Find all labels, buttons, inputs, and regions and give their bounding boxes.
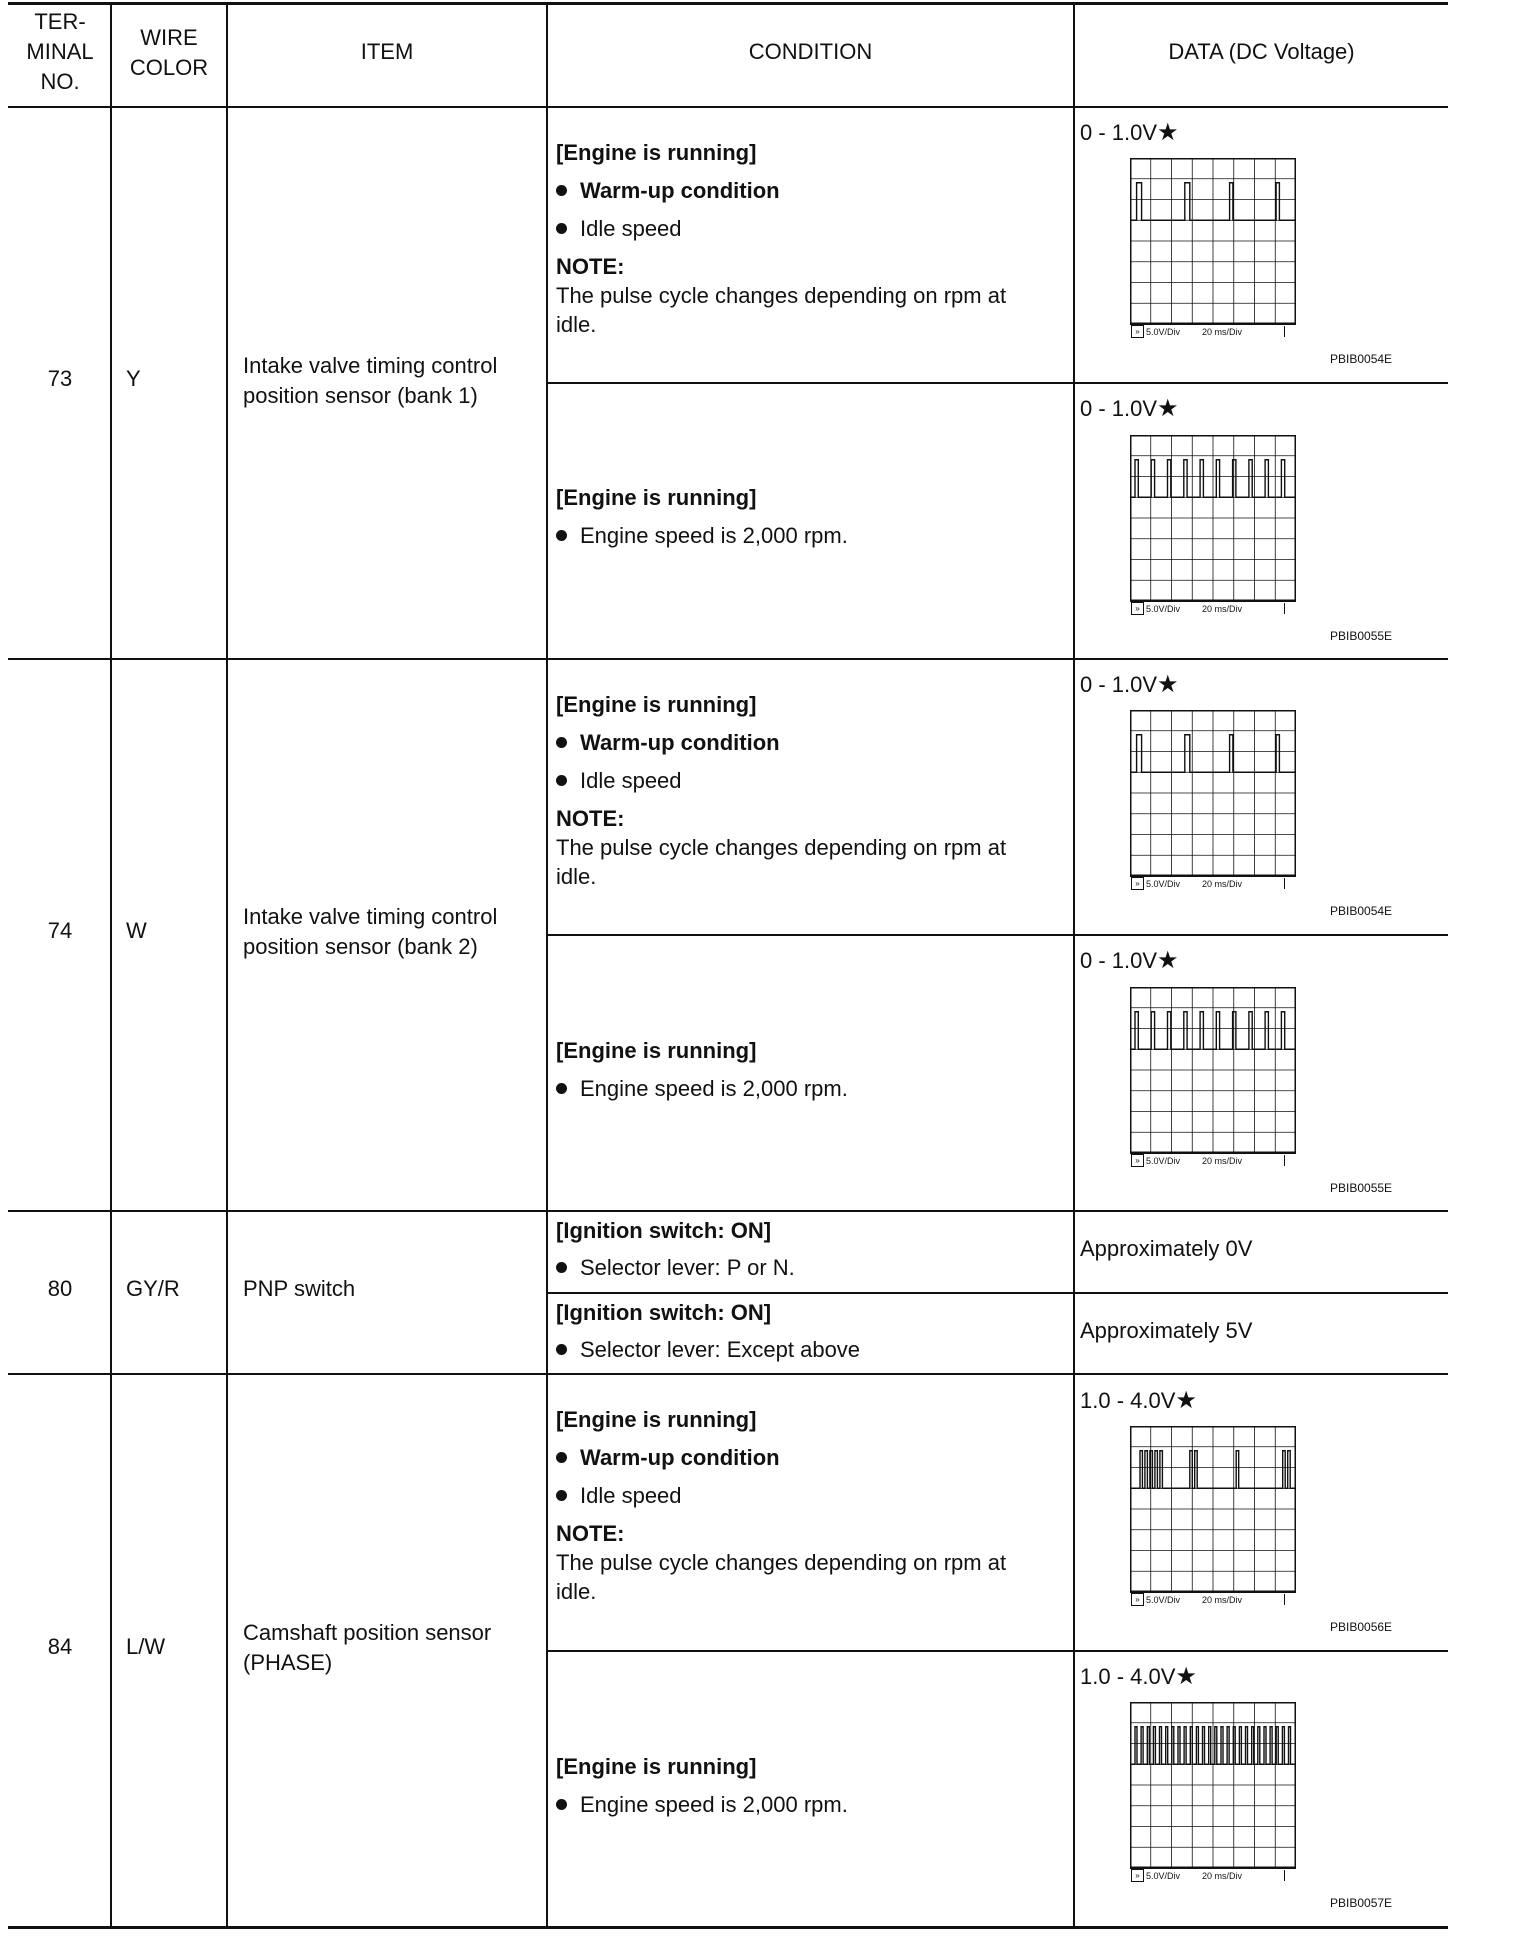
volts-per-div: 5.0V/Div — [1146, 879, 1181, 889]
condition-title: [Engine is running] — [556, 140, 757, 165]
header-wire-line: WIRE — [140, 25, 198, 50]
figure-code: PBIB0054E — [1330, 904, 1393, 918]
scope-grid — [1130, 987, 1296, 1153]
volts-per-div: 5.0V/Div — [1146, 1156, 1181, 1166]
scope-grid — [1130, 1426, 1296, 1592]
wire-color: Y — [126, 366, 141, 391]
column-divider — [1073, 2, 1075, 1928]
table-top-border — [8, 2, 1448, 5]
column-divider — [226, 2, 228, 1928]
condition-cell — [556, 1752, 1056, 1819]
ms-per-div: 20 ms/Div — [1202, 604, 1243, 614]
voltage-label: 0 - 1.0V★ — [1080, 395, 1179, 422]
note-text: The pulse cycle changes depending on rpm at — [556, 1550, 1007, 1575]
scope-scale-label — [1130, 1868, 1296, 1883]
scope-corner-box — [1284, 878, 1296, 889]
header-terminal-line: TER- — [34, 9, 86, 34]
scope-corner-box — [1284, 326, 1296, 337]
condition-bullet: Idle speed — [556, 1481, 1056, 1510]
voltage-value: Approximately 5V — [1080, 1318, 1253, 1343]
condition-cell — [556, 1216, 1056, 1282]
row-divider — [548, 1650, 1448, 1652]
condition-cell — [556, 138, 1056, 339]
condition-title: [Engine is running] — [556, 485, 757, 510]
header-terminal-line: MINAL — [26, 39, 94, 64]
note-text: idle. — [556, 312, 597, 337]
note-text: The pulse cycle changes depending on rpm at — [556, 283, 1007, 308]
oscilloscope-waveform — [1130, 1426, 1296, 1606]
header-terminal — [10, 7, 110, 97]
scope-corner-box — [1284, 603, 1296, 614]
wire-color: GY/R — [126, 1276, 180, 1301]
note-label: NOTE: — [556, 806, 625, 831]
oscilloscope-waveform — [1130, 987, 1296, 1167]
item-text — [243, 902, 497, 962]
oscilloscope-waveform — [1130, 1702, 1296, 1882]
volts-per-div: 5.0V/Div — [1146, 1871, 1181, 1881]
note-text: idle. — [556, 1579, 597, 1604]
scope-arrow-icon: » — [1131, 602, 1144, 615]
scope-arrow-icon: » — [1131, 1154, 1144, 1167]
header-wire-color — [112, 23, 226, 83]
voltage-label: 1.0 - 4.0V★ — [1080, 1387, 1197, 1414]
oscilloscope-waveform — [1130, 710, 1296, 890]
item-line: Intake valve timing control — [243, 904, 498, 929]
condition-bullet: Warm-up condition — [556, 1443, 1056, 1472]
item-line: Intake valve timing control — [243, 353, 498, 378]
column-divider — [110, 2, 112, 1928]
header-bottom-border — [8, 106, 1448, 108]
star-icon: ★ — [1157, 671, 1179, 698]
ms-per-div: 20 ms/Div — [1202, 1595, 1243, 1605]
note-label: NOTE: — [556, 1521, 625, 1546]
ms-per-div: 20 ms/Div — [1202, 327, 1243, 337]
oscilloscope-waveform — [1130, 435, 1296, 615]
condition-bullet: Idle speed — [556, 766, 1056, 795]
volts-per-div: 5.0V/Div — [1146, 327, 1181, 337]
wire-color: W — [126, 918, 147, 943]
figure-code: PBIB0055E — [1330, 1181, 1393, 1195]
ms-per-div: 20 ms/Div — [1202, 1871, 1243, 1881]
condition-bullet: Warm-up condition — [556, 728, 1056, 757]
scope-scale-label — [1130, 1592, 1296, 1607]
star-icon: ★ — [1175, 1663, 1197, 1690]
scope-corner-box — [1284, 1594, 1296, 1605]
note-label: NOTE: — [556, 254, 625, 279]
condition-title: [Ignition switch: ON] — [556, 1300, 772, 1325]
scope-grid — [1130, 1702, 1296, 1868]
condition-bullet: Engine speed is 2,000 rpm. — [556, 1790, 1056, 1819]
item-text — [243, 1618, 491, 1678]
scope-scale-label — [1130, 876, 1296, 891]
voltage-label: 0 - 1.0V★ — [1080, 119, 1179, 146]
figure-code: PBIB0054E — [1330, 352, 1393, 366]
scope-scale-label — [1130, 1153, 1296, 1168]
condition-bullet: Selector lever: P or N. — [556, 1253, 1056, 1282]
voltage-label: 0 - 1.0V★ — [1080, 671, 1179, 698]
row-divider — [548, 382, 1448, 384]
condition-title: [Engine is running] — [556, 1038, 757, 1063]
terminal-number: 80 — [47, 1276, 73, 1301]
figure-code: PBIB0056E — [1330, 1620, 1393, 1634]
star-icon: ★ — [1157, 395, 1179, 422]
row-divider — [8, 658, 1448, 660]
item-line: (PHASE) — [243, 1650, 333, 1675]
volts-per-div: 5.0V/Div — [1146, 1595, 1181, 1605]
header-data: DATA (DC Voltage) — [1168, 39, 1355, 64]
item-text — [243, 351, 497, 411]
star-icon: ★ — [1157, 119, 1179, 146]
item-line: Camshaft position sensor — [243, 1620, 492, 1645]
ms-per-div: 20 ms/Div — [1202, 1156, 1243, 1166]
condition-cell — [556, 690, 1056, 891]
wire-color: L/W — [126, 1634, 166, 1659]
note-text: The pulse cycle changes depending on rpm at — [556, 835, 1007, 860]
condition-bullet: Warm-up condition — [556, 176, 1056, 205]
scope-grid — [1130, 158, 1296, 324]
terminal-number: 74 — [47, 918, 73, 943]
ms-per-div: 20 ms/Div — [1202, 879, 1243, 889]
terminal-number: 84 — [47, 1634, 73, 1659]
row-divider — [8, 1373, 1448, 1375]
scope-corner-box — [1284, 1870, 1296, 1881]
scope-arrow-icon: » — [1131, 1593, 1144, 1606]
condition-title: [Engine is running] — [556, 1754, 757, 1779]
condition-title: [Engine is running] — [556, 1407, 757, 1432]
voltage-label: 1.0 - 4.0V★ — [1080, 1663, 1197, 1690]
oscilloscope-waveform — [1130, 158, 1296, 338]
row-divider — [8, 1210, 1448, 1212]
item-line: position sensor (bank 1) — [243, 383, 478, 408]
condition-cell — [556, 1036, 1056, 1103]
scope-arrow-icon: » — [1131, 1869, 1144, 1882]
header-item: ITEM — [360, 39, 414, 64]
scope-arrow-icon: » — [1131, 877, 1144, 890]
star-icon: ★ — [1175, 1387, 1197, 1414]
condition-cell — [556, 1405, 1056, 1606]
condition-cell — [556, 1298, 1056, 1364]
condition-title: [Ignition switch: ON] — [556, 1218, 772, 1243]
condition-bullet: Idle speed — [556, 214, 1056, 243]
scope-scale-label — [1130, 324, 1296, 339]
scope-arrow-icon: » — [1131, 325, 1144, 338]
header-wire-line: COLOR — [129, 55, 209, 80]
volts-per-div: 5.0V/Div — [1146, 604, 1181, 614]
condition-bullet: Engine speed is 2,000 rpm. — [556, 521, 1056, 550]
row-divider — [548, 934, 1448, 936]
note-text: idle. — [556, 864, 597, 889]
header-terminal-line: NO. — [40, 69, 80, 94]
star-icon: ★ — [1157, 947, 1179, 974]
condition-bullet: Engine speed is 2,000 rpm. — [556, 1074, 1056, 1103]
item-text: PNP switch — [243, 1276, 356, 1301]
condition-title: [Engine is running] — [556, 692, 757, 717]
voltage-value: Approximately 0V — [1080, 1236, 1253, 1261]
voltage-label: 0 - 1.0V★ — [1080, 947, 1179, 974]
figure-code: PBIB0057E — [1330, 1896, 1393, 1910]
scope-grid — [1130, 435, 1296, 601]
condition-bullet: Selector lever: Except above — [556, 1335, 1056, 1364]
scope-grid — [1130, 710, 1296, 876]
column-divider — [546, 2, 548, 1928]
scope-scale-label — [1130, 601, 1296, 616]
row-divider — [548, 1292, 1448, 1294]
table-bottom-border — [8, 1926, 1448, 1929]
figure-code: PBIB0055E — [1330, 629, 1393, 643]
condition-cell — [556, 483, 1056, 550]
scope-corner-box — [1284, 1155, 1296, 1166]
item-line: position sensor (bank 2) — [243, 934, 478, 959]
header-condition: CONDITION — [748, 39, 873, 64]
terminal-number: 73 — [47, 366, 73, 391]
